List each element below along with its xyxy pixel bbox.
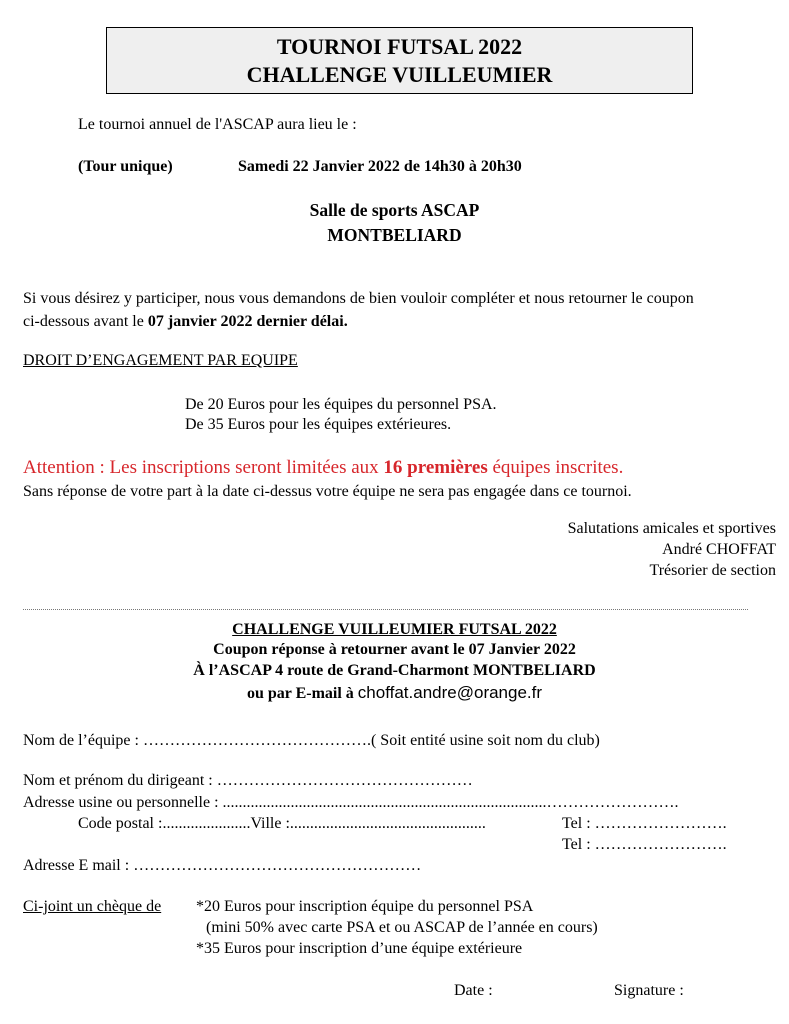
coupon-email-line [0, 683, 789, 704]
attention-prefix: Attention : Les inscriptions seront limitées aux [23, 457, 384, 478]
email-field: Adresse E mail : ……………………………………………… [23, 857, 422, 874]
fees-heading: DROIT D’ENGAGEMENT PAR EQUIPE [23, 352, 298, 369]
contact-email: choffat.andre@orange.fr [357, 683, 543, 702]
participation-line2 [23, 312, 348, 332]
cheque-option-psa: *20 Euros pour inscription équipe du personnel PSA [196, 898, 534, 915]
venue-name: Salle de sports ASCAP [309, 200, 480, 220]
document-subtitle: CHALLENGE VUILLEUMIER [246, 62, 553, 87]
coupon-address: À l’ASCAP 4 route de Grand-Charmont MONTBELIARD [193, 662, 596, 679]
event-date: Samedi 22 Janvier 2022 de 14h30 à 20h30 [238, 158, 522, 175]
coupon-email-prefix: ou par E-mail à [246, 685, 358, 702]
title-box [106, 27, 693, 94]
venue-city: MONTBELIARD [327, 225, 462, 245]
cheque-option-external: *35 Euros pour inscription d’une équipe extérieure [196, 940, 523, 957]
coupon-return-deadline: Coupon réponse à retourner avant le 07 Janvier 2022 [213, 641, 576, 658]
attention-text [23, 457, 623, 479]
address-field: Adresse usine ou personnelle : .................................................................................……………………. [23, 794, 679, 811]
document-title: TOURNOI FUTSAL 2022 [276, 34, 523, 59]
manager-field: Nom et prénom du dirigeant : ………………………………………… [23, 772, 473, 789]
tour-label: (Tour unique) [78, 158, 173, 175]
signer-name: André CHOFFAT [662, 541, 776, 558]
signer-role: Trésorier de section [649, 562, 776, 579]
cheque-label: Ci-joint un chèque de [23, 898, 162, 915]
date-label: Date : [454, 982, 493, 999]
postal-city-field: Code postal :......................Ville :................................................. [78, 815, 486, 832]
greeting: Salutations amicales et sportives [567, 520, 776, 537]
attention-note: Sans réponse de votre part à la date ci-dessus votre équipe ne sera pas engagée dans ce tournoi. [23, 483, 632, 500]
participation-line2-prefix: ci-dessous avant le [23, 313, 148, 330]
attention-suffix: équipes inscrites. [487, 457, 624, 478]
announce-text: Le tournoi annuel de l'ASCAP aura lieu le : [78, 116, 357, 133]
cheque-option-psa-note: (mini 50% avec carte PSA et ou ASCAP de l’année en cours) [206, 919, 598, 936]
cut-line-divider [23, 609, 748, 610]
tel-field-1: Tel : ……………………. [562, 815, 727, 832]
team-name-field: Nom de l’équipe : …………………………………….( Soit entité usine soit nom du club) [23, 732, 600, 749]
coupon-title: CHALLENGE VUILLEUMIER FUTSAL 2022 [232, 621, 557, 638]
fee-external: De 35 Euros pour les équipes extérieures. [185, 416, 452, 433]
deadline-text: 07 janvier 2022 dernier délai. [147, 313, 348, 330]
signature-label: Signature : [614, 982, 684, 999]
attention-bold: 16 premières [383, 457, 488, 478]
fee-psa: De 20 Euros pour les équipes du personnel PSA. [185, 396, 497, 413]
participation-line1: Si vous désirez y participer, nous vous demandons de bien vouloir compléter et nous retourner le coupon [23, 290, 694, 307]
tel-field-2: Tel : ……………………. [562, 836, 727, 853]
